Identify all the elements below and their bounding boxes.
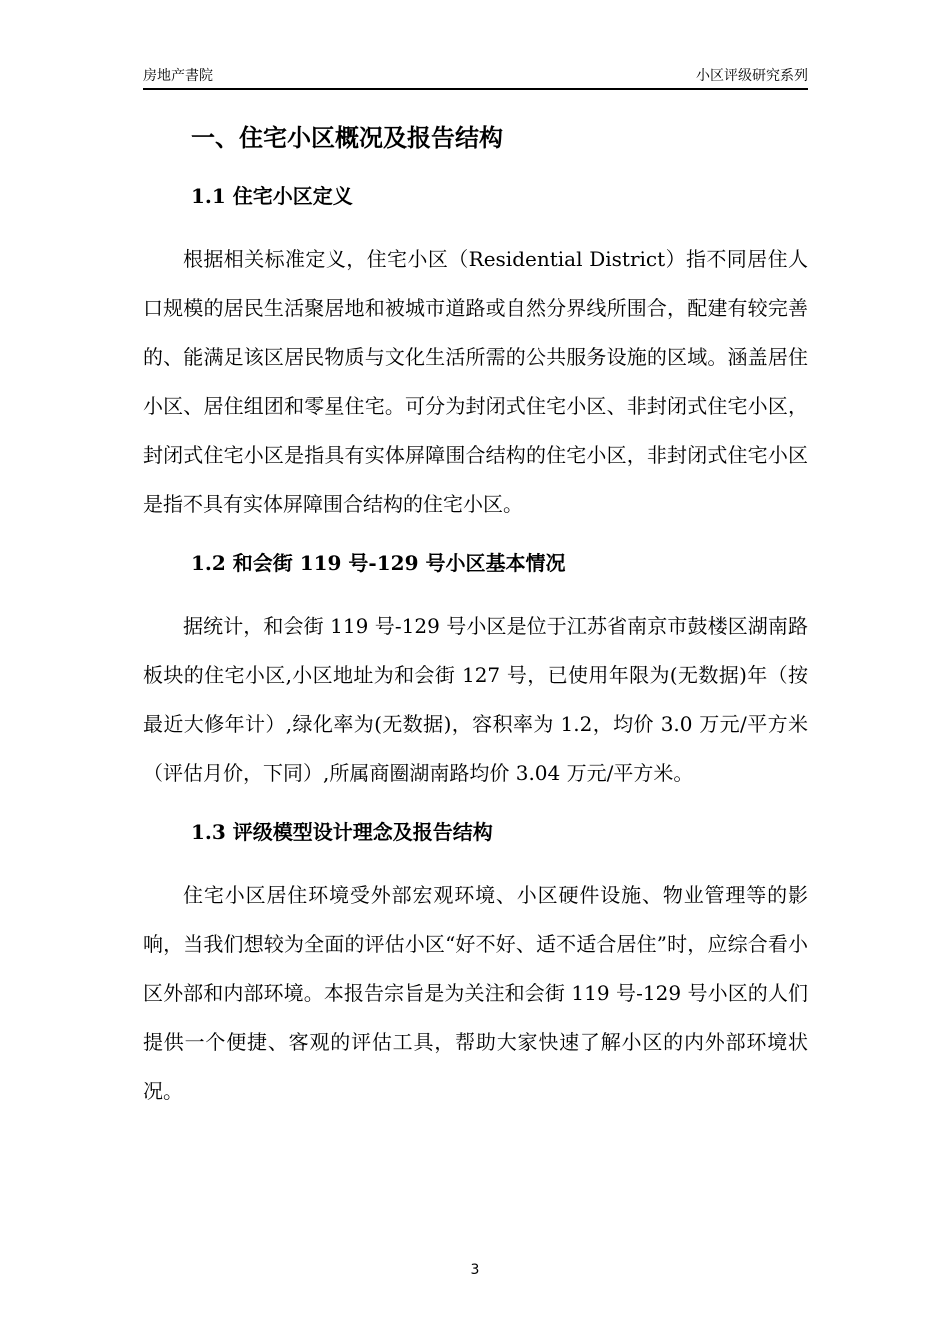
subsection-heading-1-2: 1.2 和会街 119 号-129 号小区基本情况 <box>191 551 566 575</box>
document-body <box>143 112 808 1124</box>
paragraph-definition: 根据相关标准定义，住宅小区（Residential District）指不同居住人口规模的居民生活聚居地和被城市道路或自然分界线所围合，配建有较完善的、能满足该区居民物质与文化生活所需的公共服务设施的区域。涵盖居住小区、居住组团和零星住宅。可分为封闭式住宅小区、非封闭式住宅小区，封闭式住宅小区是指具有实体屏障围合结构的住宅小区，非封闭式住宅小区是指不具有实体屏障围合结构的住宅小区。 <box>143 247 808 516</box>
paragraph-rating-model: 住宅小区居住环境受外部宏观环境、小区硬件设施、物业管理等的影响，当我们想较为全面的评估小区“好不好、适不适合居住”时，应综合看小区外部和内部环境。本报告宗旨是为关注和会街 119 号-129 号小区的人们提供一个便捷、客观的评估工具，帮助大家快速了解小区的内外部环境状况。 <box>143 883 808 1103</box>
section-title: 一、住宅小区概况及报告结构 <box>191 123 503 152</box>
paragraph-basic-info: 据统计，和会街 119 号-129 号小区是位于江苏省南京市鼓楼区湖南路板块的住宅小区,小区地址为和会街 127 号，已使用年限为(无数据)年（按最近大修年计）,绿化率为(无数据)，容积率为 1.2，均价 3.0 万元/平方米（评估月价，下同）,所属商圈湖南路均价 3.04 万元/平方米。 <box>143 614 808 785</box>
header-publisher: 房地产書院 <box>143 68 213 84</box>
subsection-heading-1-1: 1.1 住宅小区定义 <box>191 184 353 208</box>
subsection-heading-1-3: 1.3 评级模型设计理念及报告结构 <box>191 820 493 844</box>
page-header <box>143 64 808 90</box>
header-series-title: 小区评级研究系列 <box>696 68 808 84</box>
page-number: 3 <box>470 1262 480 1278</box>
